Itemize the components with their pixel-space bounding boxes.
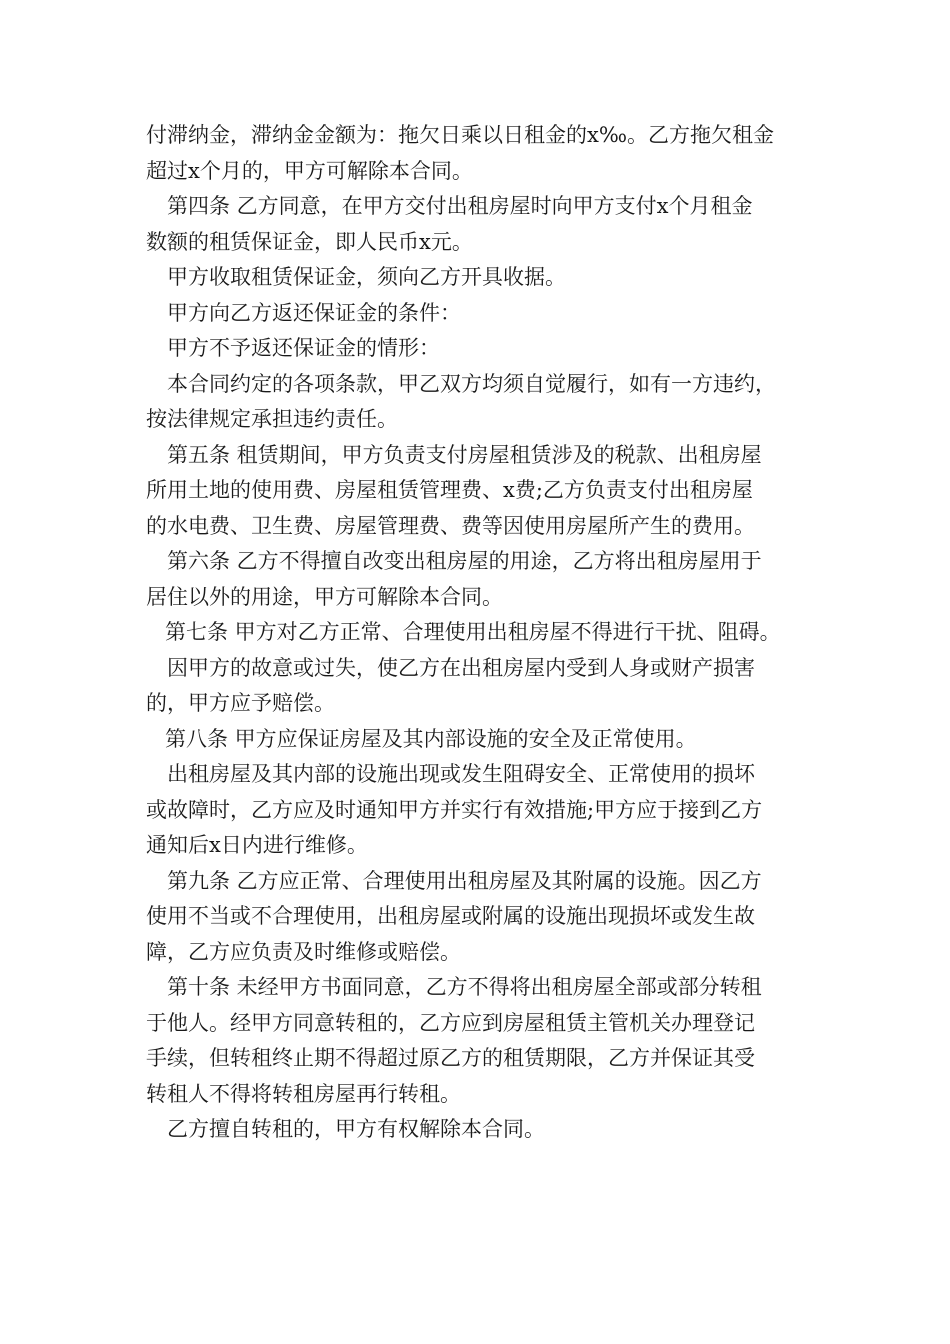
text-line: 居住以外的用途，甲方可解除本合同。 [146, 584, 503, 609]
text-line: 所用土地的使用费、房屋租赁管理费、x费;乙方负责支付出租房屋 [146, 478, 753, 502]
text-line: 通知后x日内进行维修。 [146, 833, 368, 857]
document-body [146, 118, 826, 1148]
text-line: 甲方收取租赁保证金，须向乙方开具收据。 [167, 265, 566, 289]
clause-8-heading: 第八条 甲方应保证房屋及其内部设施的安全及正常使用。 [165, 726, 697, 751]
text-line: 于他人。经甲方同意转租的，乙方应到房屋租赁主管机关办理登记 [146, 1010, 755, 1035]
text-line: 按法律规定承担违约责任。 [146, 407, 398, 431]
text-line: 的水电费、卫生费、房屋管理费、费等因使用房屋所产生的费用。 [146, 513, 755, 538]
text-line: 或故障时，乙方应及时通知甲方并实行有效措施;甲方应于接到乙方 [146, 797, 763, 822]
text-line: 本合同约定的各项条款，甲乙双方均须自觉履行，如有一方违约， [167, 371, 776, 396]
clause-4-heading: 第四条 乙方同意，在甲方交付出租房屋时向甲方支付x个月租金 [167, 194, 753, 218]
text-line: 因甲方的故意或过失，使乙方在出租房屋内受到人身或财产损害 [167, 655, 755, 680]
text-line: 手续，但转租终止期不得超过原乙方的租赁期限，乙方并保证其受 [146, 1046, 755, 1070]
text-line: 的，甲方应予赔偿。 [146, 691, 335, 715]
text-line: 障，乙方应负责及时维修或赔偿。 [146, 939, 461, 964]
clause-6-heading: 第六条 乙方不得擅自改变出租房屋的用途，乙方将出租房屋用于 [167, 549, 762, 573]
text-line: 超过x个月的，甲方可解除本合同。 [146, 158, 473, 183]
text-line: 甲方不予返还保证金的情形： [167, 336, 440, 360]
clause-9-heading: 第九条 乙方应正常、合理使用出租房屋及其附属的设施。因乙方 [167, 868, 762, 893]
text-line: 甲方向乙方返还保证金的条件： [167, 300, 461, 325]
text-line: 数额的租赁保证金，即人民币x元。 [146, 229, 473, 254]
clause-5-heading: 第五条 租赁期间，甲方负责支付房屋租赁涉及的税款、出租房屋 [167, 442, 762, 467]
text-line: 使用不当或不合理使用，出租房屋或附属的设施出现损坏或发生故 [146, 904, 755, 928]
text-line: 转租人不得将转租房屋再行转租。 [146, 1081, 461, 1106]
text-line: 出租房屋及其内部的设施出现或发生阻碍安全、正常使用的损坏 [167, 762, 755, 786]
clause-10-heading: 第十条 未经甲方书面同意，乙方不得将出租房屋全部或部分转租 [167, 975, 762, 999]
clause-7-heading: 第七条 甲方对乙方正常、合理使用出租房屋不得进行干扰、阻碍。 [165, 620, 781, 644]
text-line: 付滞纳金，滞纳金金额为：拖欠日乘以日租金的x‰。乙方拖欠租金 [146, 123, 775, 147]
text-line: 乙方擅自转租的，甲方有权解除本合同。 [167, 1117, 545, 1141]
